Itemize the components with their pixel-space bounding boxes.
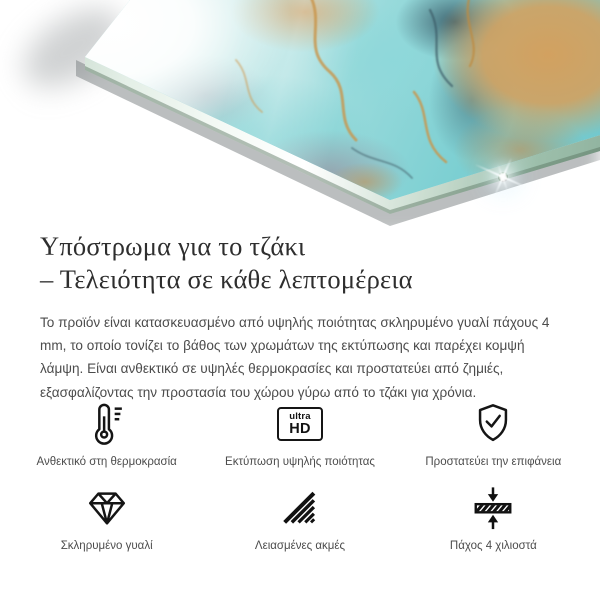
feature-label: Πάχος 4 χιλιοστά [449,540,537,552]
ultra-hd-badge-top: ultra [289,411,311,422]
feature-label: Προστατεύει την επιφάνεια [425,456,562,468]
feature-print-quality [203,396,396,480]
feature-temperature [10,396,203,480]
feature-label: Εκτύπωση υψηλής ποιότητας [225,456,375,468]
feature-label: Ανθεκτικό στη θερμοκρασία [36,456,177,468]
feature-label: Σκληρυμένο γυαλί [60,540,153,552]
page-title [40,230,413,296]
thickness-icon [470,480,516,536]
diamond-icon [84,480,130,536]
feature-label: Λειασμένες ακμές [254,540,346,552]
ultra-hd-icon [277,396,323,452]
page-title-line1: Υπόστρωμα για το τζάκι [40,231,306,261]
page-title-line2: – Τελειότητα σε κάθε λεπτομέρεια [40,264,413,294]
feature-polished-edges [203,480,396,564]
feature-thickness [397,480,590,564]
polished-edges-icon [277,480,323,536]
ultra-hd-badge-bottom: HD [289,421,311,437]
feature-tempered-glass [10,480,203,564]
thermometer-icon [84,396,130,452]
shield-check-icon [470,396,516,452]
features-grid [10,396,590,564]
product-description: Το προϊόν είναι κατασκευασμένο από υψηλής ποιότητας σκληρυμένο γυαλί πάχους 4 mm, το οποίο τονίζει το βάθος των χρωμάτων της εκτύπωσης και παρέχει κομψή λάμψη. Είναι ανθεκτικό σε υψηλές θερμοκρασίες και προστατεύει από ζημιές, εξασφαλίζοντας την προστασία του χώρου γύρω από το τζάκι για χρόνια. [40,315,550,400]
product-photo [0,0,600,235]
feature-surface-protection [397,396,590,480]
